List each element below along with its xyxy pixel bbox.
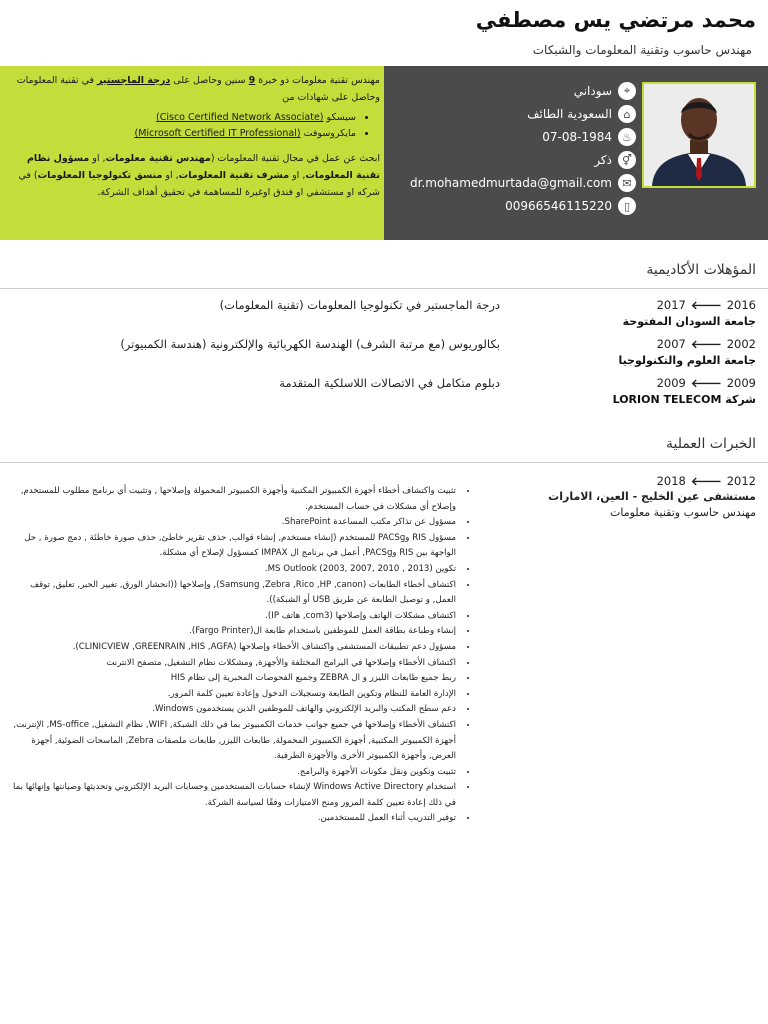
arrow-left-icon: 🡐 <box>690 337 722 351</box>
certification-name: (Cisco Certified Network Associate) <box>156 112 324 123</box>
certification-name: (Microsoft Certified IT Professional) <box>134 128 301 139</box>
profile-band <box>0 66 768 240</box>
contact-phone[interactable] <box>396 197 636 215</box>
education-years: 2009🡐2009 <box>656 376 756 390</box>
phone-link[interactable]: 00966546115220 <box>505 199 612 213</box>
professional-summary <box>8 72 380 201</box>
education-institution: جامعة العلوم والتكنولوجيا <box>618 354 756 367</box>
location-icon: ⌖ <box>618 82 636 100</box>
duty-item: • تكوين MS Outlook (2003, 2007, 2010 , 2013). <box>12 562 458 578</box>
contact-text: سوداني <box>573 84 612 98</box>
education-item <box>12 298 756 332</box>
person-job-title: مهندس حاسوب وتقنية المعلومات والشبكات <box>532 43 752 57</box>
arrow-left-icon: 🡐 <box>690 474 722 488</box>
profile-photo <box>642 82 756 188</box>
contact-birthdate <box>396 128 636 146</box>
duty-item: • مسؤول RIS وPACSg للمستخدم (إنشاء مستخدم, إنشاء قوالب, حذف تقرير خاطئ, حذف صورة خاطئة , دمج صورة , حل الواجهة بين RIS وPACSg, أعمل في برنامج ال IMPAX كمسؤول لإصلاح أي مشكلة. <box>12 531 458 562</box>
email-icon: ✉ <box>618 174 636 192</box>
cv-header <box>0 0 768 66</box>
contact-residence <box>396 105 636 123</box>
education-degree: درجة الماجستير في تكنولوجيا المعلومات (تقنية المعلومات) <box>219 298 500 312</box>
summary-intro: مهندس تقنية معلومات ذو خبرة 9 سنين وحاصل على درجة الماجستير في تقنية المعلومات وحاصل على شهادات من <box>16 75 380 103</box>
duty-item: • تثبيت واكتشاف أخطاء أجهزة الكمبيوتر المكتبية وأجهزة الكمبيوتر المحمولة وإصلاحها , وتثبيت أي برنامج مطلوب للمستخدم, وإصلاح أي مشكلات في حساب المستخدم. <box>12 484 458 515</box>
section-divider <box>0 462 768 463</box>
gender-icon: ⚥ <box>618 151 636 169</box>
email-link[interactable]: dr.mohamedmurtada@gmail.com <box>410 176 612 190</box>
duty-item: • دعم سطح المكتب والبريد الإلكتروني والهاتف للموظفين الذين يستخدمون Windows. <box>12 702 458 718</box>
mobile-phone-icon: ▯ <box>618 197 636 215</box>
experience-duties <box>12 484 472 827</box>
contact-nationality <box>396 82 636 100</box>
education-years: 2002🡐2007 <box>656 337 756 351</box>
degree-highlight: درجة الماجستير <box>97 75 171 86</box>
contact-text: ذكر <box>594 153 612 167</box>
duty-item: • الإدارة العامة للنظام وتكوين الطابعة وتسجيلات الدخول وإعادة تعيين كلمة المرور. <box>12 687 458 703</box>
duty-item: • مسؤول عن تذاكر مكتب المساعدة SharePoint. <box>12 515 458 531</box>
section-divider <box>0 288 768 289</box>
experience-heading: الخبرات العملية <box>665 436 756 452</box>
summary-panel <box>0 66 384 240</box>
education-institution: جامعة السودان المفتوحة <box>622 315 756 328</box>
certifications-list <box>8 110 380 142</box>
arrow-left-icon: 🡐 <box>690 376 722 390</box>
experience-company: مستشفى عين الخليج - العين، الامارات <box>548 490 756 503</box>
education-degree: دبلوم متكامل في الاتصالات اللاسلكية المتقدمة <box>279 376 500 390</box>
duty-item: • استخدام Windows Active Directory لإنشاء حسابات المستخدمين وحسابات البريد الإلكتروني وتحديثها وصيانتها وإنهائها بما في ذلك إعادة تعيين كلمة المرور ومنح الامتيازات وفقًا لسياسة الشركة. <box>12 780 458 811</box>
person-name: محمد مرتضي يس مصطفي <box>475 8 756 32</box>
education-institution: شركة LORION TELECOM <box>612 393 756 406</box>
home-icon: ⌂ <box>618 105 636 123</box>
duty-item: • ربط جميع طابعات الليزر و ال ZEBRA وجميع الفحوصات المخبرية إلى نظام HIS <box>12 671 458 687</box>
career-objective: ابحث عن عمل في مجال تقنية المعلومات (مهندس تقنية معلومات, او مسؤول نظام تقنية المعلومات, او مشرف تقنية المعلومات, او منسق تكنولوجيا المعلومات) في شركه او مستشفي او فندق اوغيرة للمساهمة في تحقيق أهداف الشركة. <box>18 153 380 198</box>
contact-gender <box>396 151 636 169</box>
duty-item: • توفير التدريب أثناء العمل للمستخدمين. <box>12 811 458 827</box>
education-item <box>12 337 756 371</box>
duty-item: • إنشاء وطباعة بطاقة العمل للموظفين باستخدام طابعة ال(Fargo Printer). <box>12 624 458 640</box>
birthday-cake-icon: ♨ <box>618 128 636 146</box>
contact-text: 07-08-1984 <box>542 130 612 144</box>
contact-panel <box>384 66 768 240</box>
duty-item: • اكتشاف أخطاء الطابعات (Samsung ,Zebra ,Rico ,HP ,canon), وإصلاحها ((انحشار الورق, تغيير الحبر, تعليق, توقف العمل, و توصيل الطابعة عن طريق USB أو الشبكة)). <box>12 578 458 609</box>
education-heading: المؤهلات الأكاديمية <box>646 262 756 278</box>
contact-text: السعودية الطائف <box>527 107 612 121</box>
experience-years: 2012🡐2018 <box>656 474 756 488</box>
education-years: 2016🡐2017 <box>656 298 756 312</box>
contact-email[interactable] <box>396 174 636 192</box>
certification-item: • سيسكو (Cisco Certified Network Associate) <box>8 110 356 126</box>
duty-item: • مسؤول دعم تطبيقات المستشفى واكتشاف الأخطاء وإصلاحها (CLINICVIEW ,GREENRAIN ,HIS ,AGFA). <box>12 640 458 656</box>
education-degree: بكالوريوس (مع مرتبة الشرف) الهندسة الكهربائية والإلكترونية (هندسة الكمبيوتر) <box>120 337 500 351</box>
duty-item: • تثبيت وتكوين ونقل مكونات الأجهزة والبرامج. <box>12 765 458 781</box>
experience-years: 9 <box>248 75 256 86</box>
person-portrait-icon <box>644 84 754 186</box>
arrow-left-icon: 🡐 <box>690 298 722 312</box>
duty-item: • اكتشاف مشكلات الهاتف وإصلاحها (com3, هاتف IP). <box>12 609 458 625</box>
duty-item: • اكتشاف الأخطاء وإصلاحها في البرامج المختلفة والأجهزة, ومشكلات نظام التشغيل, متصفح الانترنت <box>12 656 458 672</box>
duty-item: • اكتشاف الأخطاء وإصلاحها في جميع جوانب خدمات الكمبيوتر بما في ذلك الشبكة, WIFI, نظام التشغيل, MS-office, الإنترنت, أجهزة الكمبيوتر المكتبية, أجهزة الكمبيوتر المحمولة, طابعات الليزر, طابعات ملصقات Zebra, الماسحات الضوئية, أجهزة العرض, وأجهزة الكمبيوتر الأخرى والأجهزة الطرفية. <box>12 718 458 765</box>
education-item <box>12 376 756 410</box>
certification-item: • مايكروسوفت (Microsoft Certified IT Professional) <box>8 126 356 142</box>
experience-role: مهندس حاسوب وتقنية معلومات <box>610 506 756 519</box>
